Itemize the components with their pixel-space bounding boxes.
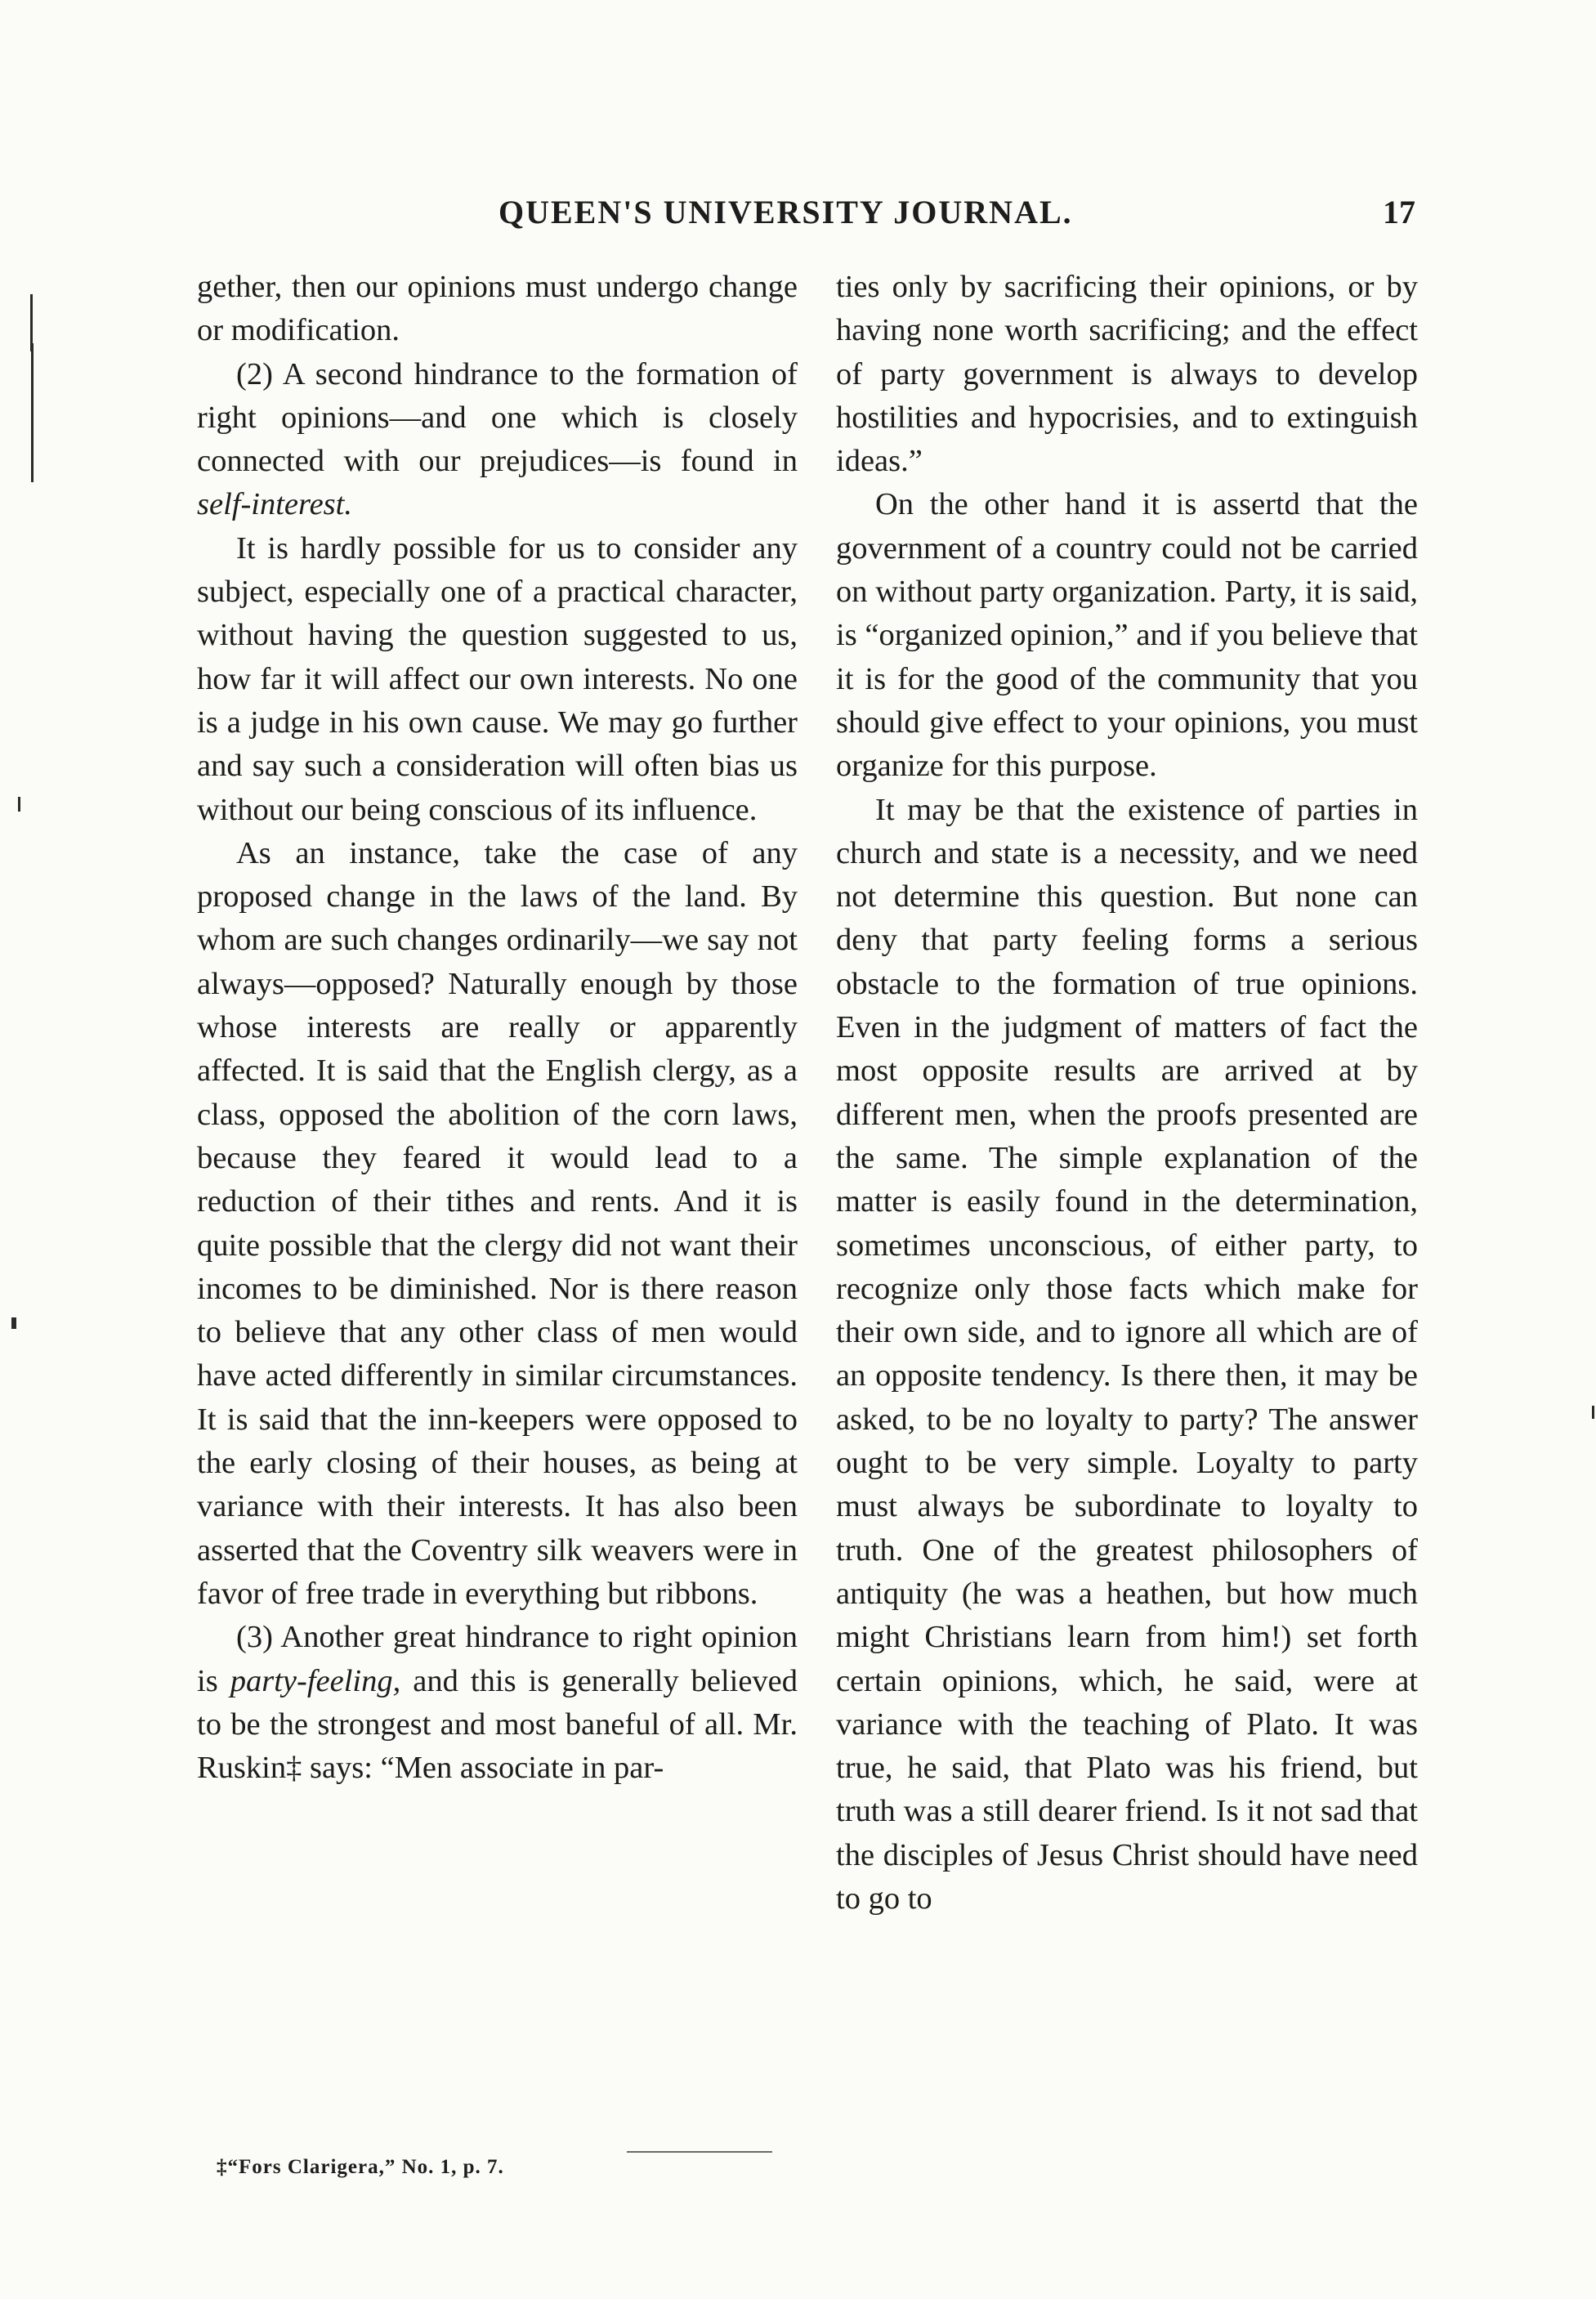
page-number: 17 [1383, 194, 1415, 230]
paragraph-text: (3) Another great hindrance to right opinion is [197, 1620, 798, 1698]
right-paragraph-3: It may be that the existence of parties in church and state is a necessity, and we need not determine this question. But none can deny that party feeling forms a serious obstacle to the formation of true opinions. Even in the judgment of matters of fact the most opposite results are arrived at by different men, when the proofs presented are the same. The simple explanation of the matter is easily found in the determination, sometimes unconscious, of either party, to recognize only those facts which make for their own side, and to ignore all which are of an opposite tendency. Is there then, it may be asked, to be no loyalty to party? The answer ought to be very simple. Loyalty to party must always be subordinate to loyalty to truth. One of the greatest philosophers of antiquity (he was a heathen, but how much might Christians learn from him!) set forth certain opinions, which, he said, were at variance with the teaching of Plato. It was true, he said, that Plato was his friend, but truth was a still dearer friend. Is it not sad that the disciples of Jesus Christ should have need to go to [836, 792, 1418, 1916]
emphasis-self-interest: self-interest. [197, 487, 352, 522]
footnote-rule [627, 2151, 772, 2153]
margin-mark [18, 797, 20, 812]
left-paragraph-3: It is hardly possible for us to consider any subject, especially one of a practical character, without having the question suggested to us, how far it will affect our own interests. No one is a judge in his own cause. We may go further and say such a consideration will often bias us without our being conscious of its influence. [197, 530, 798, 827]
left-paragraph-4: As an instance, take the case of any proposed change in the laws of the land. By whom are such changes ordinarily—we say not always—opposed? Naturally enough by those whose interests are really or apparently affected. It is said that the English clergy, as a class, opposed the abolition of the corn laws, because they feared it would lead to a reduction of their tithes and rents. And it is quite possible that the clergy did not want their incomes to be diminished. Nor is there reason to believe that any other class of men would have acted differently in similar circumstances. It is said that the inn-keepers were opposed to the early closing of their houses, as being at variance with their interests. It has also been asserted that the Coventry silk weavers were in favor of free trade in everything but ribbons. [197, 835, 798, 1611]
footnote: ‡“Fors Clarigera,” No. 1, p. 7. [217, 2156, 504, 2178]
right-column [836, 266, 1418, 1921]
emphasis-party-feeling: party-feeling, [230, 1663, 401, 1698]
left-column [197, 266, 798, 1790]
left-paragraph-5 [197, 1616, 798, 1790]
margin-mark [1592, 1406, 1594, 1419]
margin-mark [31, 343, 34, 482]
paragraph-text: and this is generally believed to be the strongest and most baneful of all. Mr. Ruskin‡ says: “Men associate in par- [197, 1663, 798, 1786]
paragraph-text: (2) A second hindrance to the formation of right opinions—and one which is closely connected with our prejudices—is found in [197, 356, 798, 479]
right-paragraph-1: ties only by sacrificing their opinions, or by having none worth sacrificing; and the effect of party government is always to develop hostilities and hypocrisies, and to extinguish ideas.” [836, 270, 1418, 479]
margin-mark [11, 1317, 16, 1329]
left-paragraph-2 [197, 353, 798, 527]
left-paragraph-1: gether, then our opinions must undergo change or modification. [197, 270, 798, 348]
right-paragraph-2: On the other hand it is assertd that the government of a country could not be carried on without party organization. Party, it is said, is “organized opinion,” and if you believe that it is for the good of the community that you should give effect to your opinions, you must organize for this purpose. [836, 487, 1418, 784]
journal-title: QUEEN'S UNIVERSITY JOURNAL. [498, 194, 1073, 230]
